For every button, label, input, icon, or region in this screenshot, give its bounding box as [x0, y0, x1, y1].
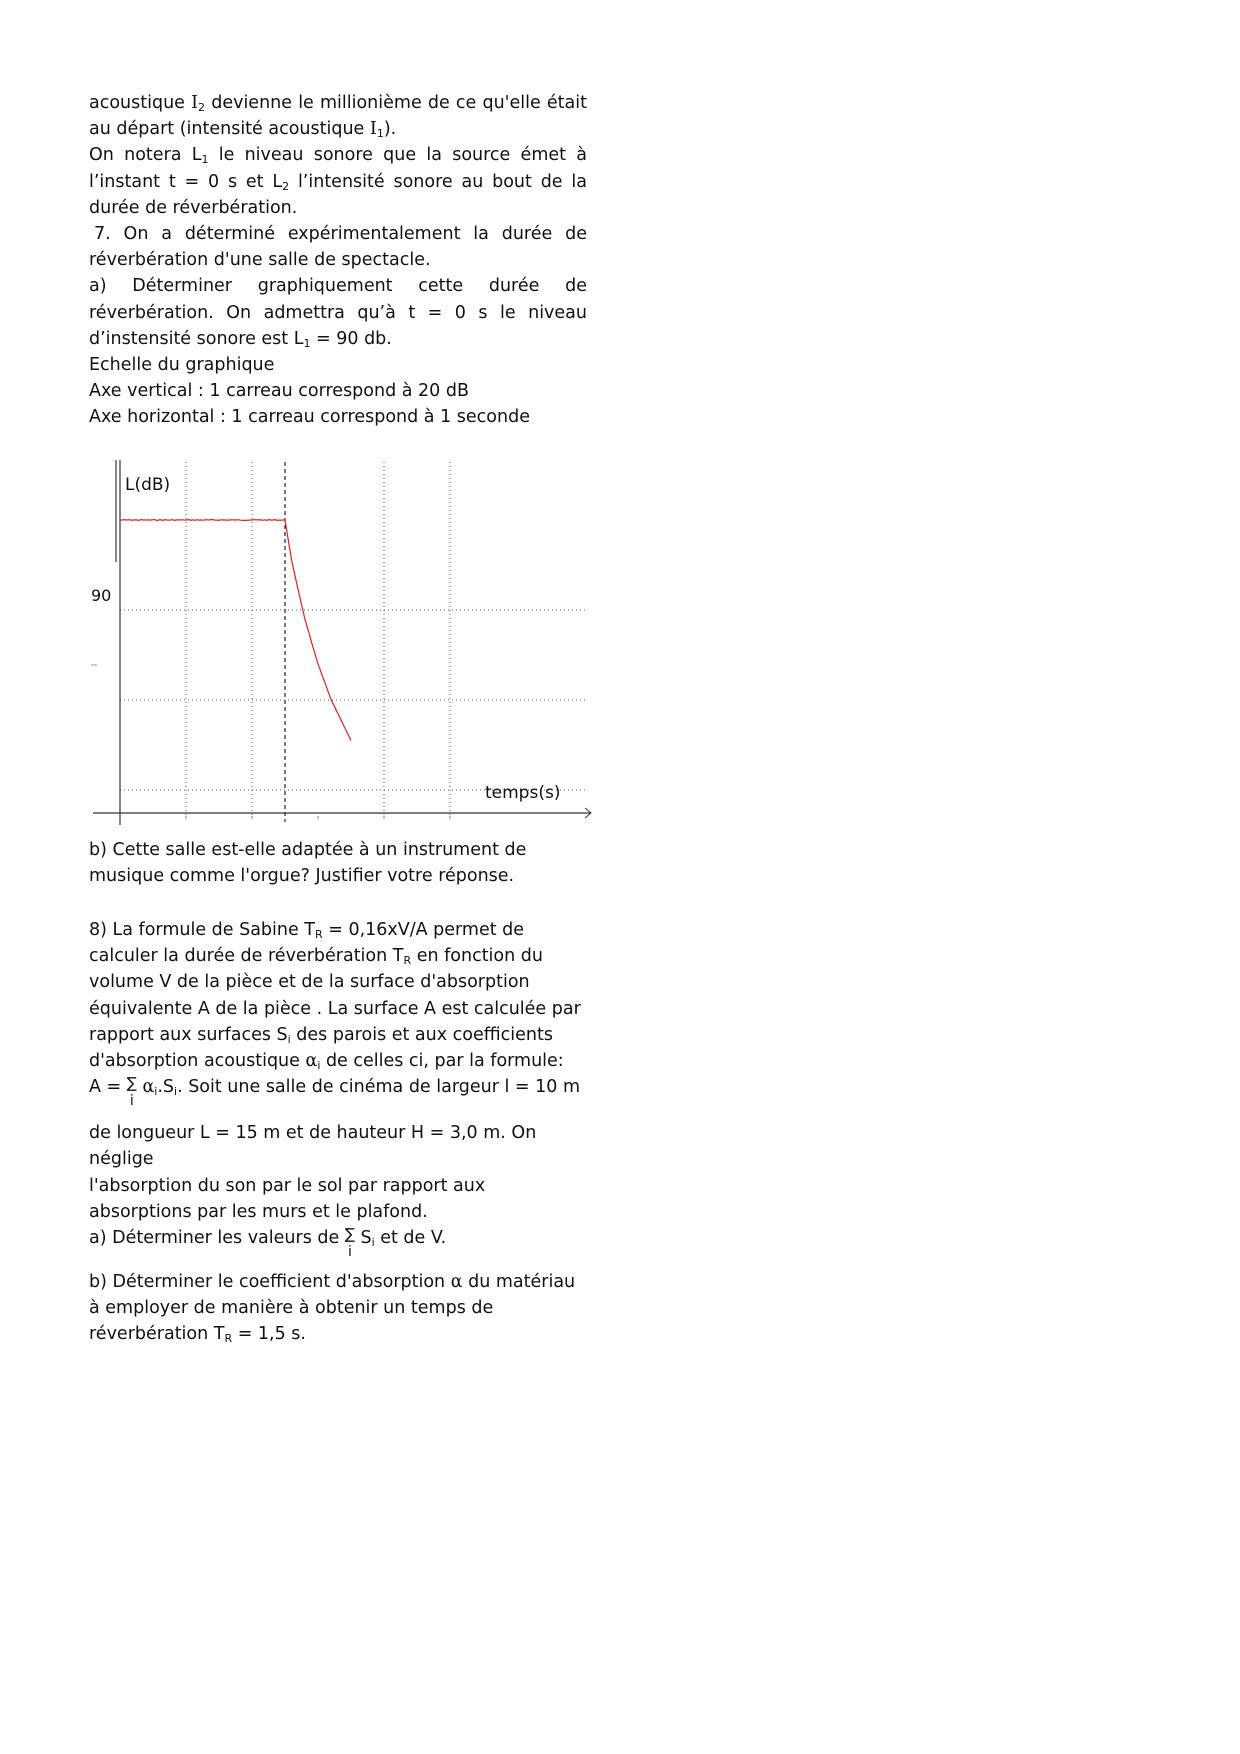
- q7-line-1: 7. On a déterminé expérimentalement la durée de: [94, 224, 587, 245]
- q7a-line-3: d’instensité sonore est $L_1 = 90$ db.: [89, 328, 392, 350]
- q8-line-3: volume V de la pièce et de la surface d'absorption: [89, 972, 530, 993]
- q7b-block: [89, 837, 587, 889]
- q8-block: [89, 917, 599, 1348]
- sum-symbol: ∑ i: [126, 1074, 137, 1110]
- q8-line-6: d'absorption acoustique $\alpha_i$ de celles ci, par la formule:: [89, 1051, 564, 1073]
- q8a-line: a) Déterminer les valeurs de ∑ i $S_i$ et de V.: [89, 1225, 447, 1261]
- q8-formula-line: A = ∑ i $\alpha_i.S_i$. Soit une salle de cinéma de largeur l = 10 m: [89, 1074, 580, 1110]
- q8-line-9: l'absorption du son par le sol par rapport aux: [89, 1175, 486, 1196]
- q7a-line-2: réverbération. On admettra qu’à t = 0 s le niveau: [89, 302, 587, 323]
- intro-block: [89, 90, 587, 431]
- scale-vertical: Axe vertical : 1 carreau correspond à 20 dB: [89, 381, 469, 402]
- q8-line-5: rapport aux surfaces $S_i$ des parois et aux coefficients: [89, 1024, 554, 1046]
- q7-line-2: réverbération d'une salle de spectacle.: [89, 250, 431, 271]
- q7b-line-2: musique comme l'orgue? Justifier votre réponse.: [89, 866, 515, 887]
- y-tick-label-90: 90: [91, 586, 112, 605]
- q8-line-1: 8) La formule de Sabine $T_R = 0,16xV/A$ permet de: [89, 920, 525, 941]
- q7b-line-1: b) Cette salle est-elle adaptée à un instrument de: [89, 840, 527, 860]
- q8-line-10: absorptions par les murs et le plafond.: [89, 1201, 428, 1222]
- y-axis-label: L(dB): [125, 475, 171, 495]
- intro-line-2: au départ (intensité acoustique $I_1$).: [89, 119, 397, 141]
- q8-line-8: de longueur L = 15 m et de hauteur H = 3,0 m. On néglige: [89, 1123, 537, 1170]
- x-axis-label: temps(s): [485, 783, 561, 803]
- q8-line-4: équivalente A de la pièce . La surface A est calculée par: [89, 998, 581, 1019]
- reverberation-chart: [85, 450, 595, 830]
- intro-line-1: acoustique $I_2$ devienne le millionième de ce qu'elle était: [89, 93, 587, 114]
- intro-line-4: l’instant t = 0 s et $L_2$ l’intensité sonore au bout de la: [89, 171, 587, 193]
- intro-line-3: On notera $L_1$ le niveau sonore que la source émet à: [89, 145, 587, 167]
- q8b-line-3: réverbération $T_R = 1,5$ s.: [89, 1324, 306, 1346]
- sum-symbol-a: ∑ i: [344, 1225, 355, 1261]
- q8-line-2: calculer la durée de réverbération $T_R$ en fonction du: [89, 946, 543, 968]
- chart-grid: [120, 450, 585, 822]
- scale-title: Echelle du graphique: [89, 355, 275, 376]
- q8b-line-2: à employer de manière à obtenir un temps de: [89, 1298, 494, 1319]
- scale-horizontal: Axe horizontal : 1 carreau correspond à 1 seconde: [89, 407, 530, 428]
- q7a-line-1: a) Déterminer graphiquement cette durée de: [89, 276, 587, 297]
- intro-line-5: durée de réverbération.: [89, 197, 298, 218]
- q8b-line-1: b) Déterminer le coefficient d'absorption α du matériau: [89, 1272, 576, 1293]
- level-curve: [120, 520, 351, 741]
